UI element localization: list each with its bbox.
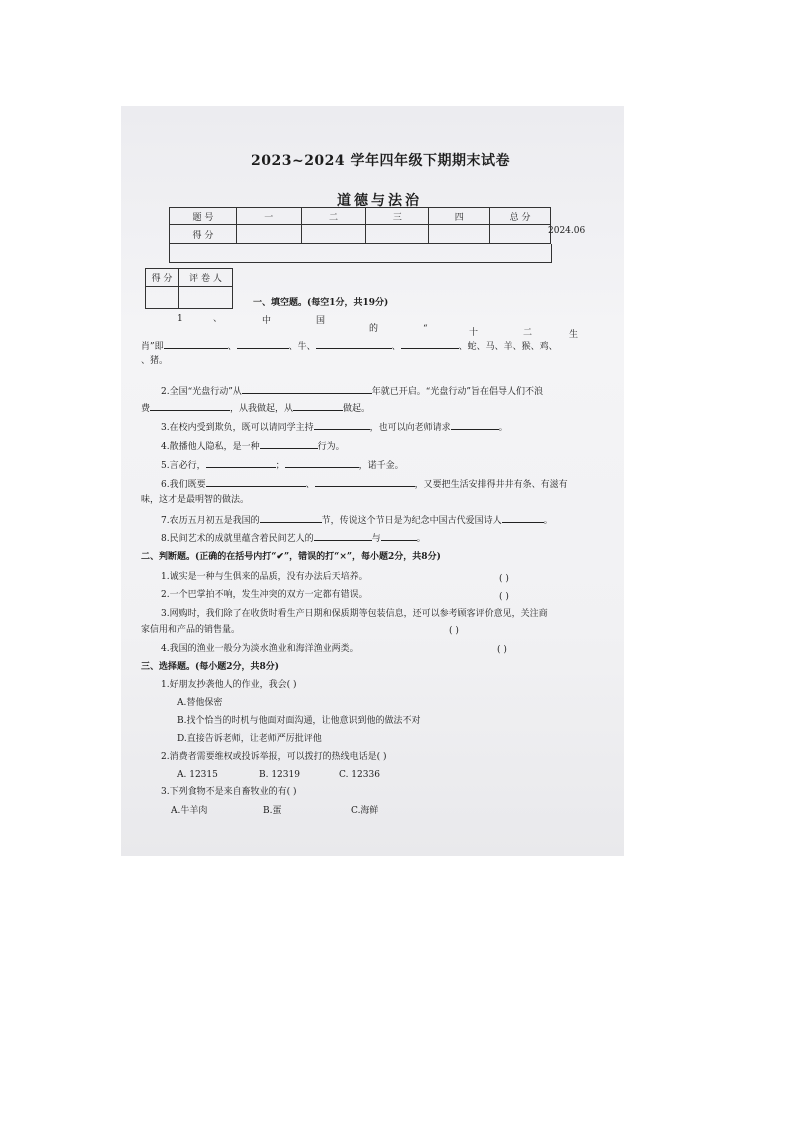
q1-char: “	[423, 324, 428, 334]
score-cell[interactable]	[236, 225, 301, 244]
q4-text: 行为。	[317, 442, 345, 452]
q7-blank-2[interactable]	[502, 514, 544, 523]
q5	[161, 459, 404, 472]
score-cell[interactable]	[366, 225, 429, 244]
score-table-header-cell: 四	[429, 208, 490, 225]
q2-text: 费	[141, 404, 151, 414]
q2-blank-3[interactable]	[293, 402, 343, 411]
q1-blank-2[interactable]	[237, 340, 289, 349]
q3	[161, 421, 508, 434]
grader-score-label: 得 分	[146, 269, 179, 287]
grader-name-cell[interactable]	[179, 287, 233, 309]
q3-text: ，也可以向老师请求	[369, 423, 451, 433]
choice-q1-option-b[interactable]: B.找个恰当的时机与他面对面沟通，让他意识到他的做法不对	[177, 716, 421, 726]
score-table-row-label: 得 分	[170, 225, 237, 244]
q7-text: 。	[543, 516, 553, 526]
q2-text: 做起。	[343, 404, 371, 414]
judge-answer-4[interactable]: ( )	[497, 645, 507, 655]
q1-blank-3[interactable]	[316, 340, 392, 349]
q3-text: 。	[498, 423, 508, 433]
score-table	[169, 207, 551, 244]
q1-line2	[141, 340, 558, 353]
q3-text: 3.在校内受到欺负，既可以请同学主持	[161, 423, 314, 433]
q2-text: 2.全国“光盘行动”从	[161, 387, 242, 397]
q2-line1	[161, 385, 543, 398]
q5-blank-2[interactable]	[285, 459, 359, 468]
q4-blank[interactable]	[260, 440, 318, 449]
q7-text: 节，传说这个节日是为纪念中国古代爱国诗人	[321, 516, 502, 526]
score-cell[interactable]	[490, 225, 551, 244]
q7	[161, 514, 553, 527]
q8-blank-2[interactable]	[381, 532, 417, 541]
choice-q3-option-c[interactable]: C.海鲜	[351, 806, 379, 816]
choice-q2-option-a[interactable]: A. 12315	[177, 770, 218, 780]
choice-q1-option-a[interactable]: A.替他保密	[177, 698, 223, 708]
score-table-header-cell: 题 号	[170, 208, 237, 225]
choice-q2-option-c[interactable]: C. 12336	[339, 770, 380, 780]
choice-q3-stem: 3.下列食物不是来自畜牧业的有( )	[161, 787, 297, 797]
grader-name-label: 评 卷 人	[179, 269, 233, 287]
q1-blank-4[interactable]	[401, 340, 459, 349]
q5-text: ，诺千金。	[358, 461, 404, 471]
q8-blank-1[interactable]	[314, 532, 372, 541]
judge-answer-2[interactable]: ( )	[499, 592, 509, 602]
choice-q3-option-b[interactable]: B.蛋	[263, 806, 282, 816]
section2-title: 二、判断题。(正确的在括号内打“✔”，错误的打“×”，每小题2分，共8分)	[141, 552, 441, 562]
section3-title: 三、选择题。(每小题2分，共8分)	[141, 662, 280, 672]
q1-char: 二	[523, 328, 533, 338]
exam-title: 2023~2024 学年四年级下期期末试卷	[251, 153, 511, 169]
judge-answer-1[interactable]: ( )	[499, 574, 509, 584]
exam-sheet	[121, 106, 624, 856]
q6-text: 6.我们既要	[161, 480, 206, 490]
judge-item-3-cont: 家信用和产品的销售量。	[141, 625, 241, 635]
score-table-extra-row	[169, 244, 552, 263]
grader-box	[145, 268, 233, 309]
q2-line2	[141, 402, 370, 415]
judge-item-4: 4.我国的渔业一般分为淡水渔业和海洋渔业两类。	[161, 644, 359, 654]
q6-blank-1[interactable]	[206, 478, 306, 487]
q1-line1	[121, 314, 624, 340]
q1-text: 、蛇、马、羊、猴、鸡、	[458, 342, 558, 352]
q8-text: 8.民间艺术的成就里蕴含着民间艺人的	[161, 534, 314, 544]
score-table-header-cell: 总 分	[490, 208, 551, 225]
subject-title: 道德与法治	[337, 193, 422, 209]
q6-line2: 味，这才是最明智的做法。	[141, 495, 250, 505]
q1-text: 、	[391, 342, 401, 352]
q7-text: 7.农历五月初五是我国的	[161, 516, 260, 526]
q1-text: 、	[227, 342, 237, 352]
choice-q3-option-a[interactable]: A.牛羊肉	[171, 806, 208, 816]
score-table-header-cell: 三	[366, 208, 429, 225]
q2-blank-1[interactable]	[242, 385, 372, 394]
score-cell[interactable]	[301, 225, 366, 244]
choice-q2-option-b[interactable]: B. 12319	[259, 770, 300, 780]
q3-blank-2[interactable]	[451, 421, 499, 430]
q1-blank-1[interactable]	[164, 340, 228, 349]
q2-blank-2[interactable]	[150, 402, 230, 411]
q4-text: 4.散播他人隐私，是一种	[161, 442, 260, 452]
q1-text: 、牛、	[288, 342, 316, 352]
q8-text: 与	[371, 534, 381, 544]
q8	[161, 532, 426, 545]
q2-text: 年就已开启。“光盘行动”旨在倡导人们不浪	[371, 387, 544, 397]
q6-text: ，又要把生活安排得井井有条、有滋有	[414, 480, 568, 490]
grader-score-cell[interactable]	[146, 287, 179, 309]
q6-line1	[161, 478, 568, 491]
judge-item-2: 2.一个巴掌拍不响，发生冲突的双方一定都有错误。	[161, 590, 368, 600]
q8-text: 。	[416, 534, 426, 544]
q5-blank-1[interactable]	[206, 459, 276, 468]
exam-date: 2024.06	[548, 226, 586, 236]
q1-line3: 、猪。	[141, 356, 169, 366]
q1-text: 肖”即	[141, 342, 164, 352]
judge-item-3: 3.网购时，我们除了在收货时看生产日期和保质期等包装信息，还可以参考顾客评价意见，关注商	[161, 609, 548, 619]
score-table-header-cell: 一	[236, 208, 301, 225]
q4	[161, 440, 345, 453]
q3-blank-1[interactable]	[314, 421, 370, 430]
choice-q1-option-d[interactable]: D.直接告诉老师，让老师严厉批评他	[177, 734, 322, 744]
q5-text: 5.言必行，	[161, 461, 206, 471]
section1-title: 一、填空题。(每空1分，共19分)	[253, 298, 389, 308]
q5-text: ；	[275, 461, 285, 471]
q1-char: 国	[316, 316, 326, 326]
choice-q1-stem: 1.好朋友抄袭他人的作业，我会( )	[161, 680, 297, 690]
score-cell[interactable]	[429, 225, 490, 244]
choice-q2-stem: 2.消费者需要维权或投诉举报，可以拨打的热线电话是( )	[161, 752, 387, 762]
q1-number: 1	[177, 314, 183, 324]
q7-blank-1[interactable]	[260, 514, 322, 523]
q1-char: 中	[262, 316, 272, 326]
q6-text: 、	[305, 480, 315, 490]
judge-item-1: 1.诚实是一种与生俱来的品质，没有办法后天培养。	[161, 572, 368, 582]
judge-answer-3[interactable]: ( )	[449, 626, 459, 636]
q1-char: 的	[369, 324, 379, 334]
q6-blank-2[interactable]	[315, 478, 415, 487]
score-table-header-cell: 二	[301, 208, 366, 225]
q2-text: ，从我做起，从	[230, 404, 294, 414]
q1-char: 、	[213, 314, 223, 324]
q1-char: 生	[569, 330, 579, 340]
q1-char: 十	[469, 328, 479, 338]
